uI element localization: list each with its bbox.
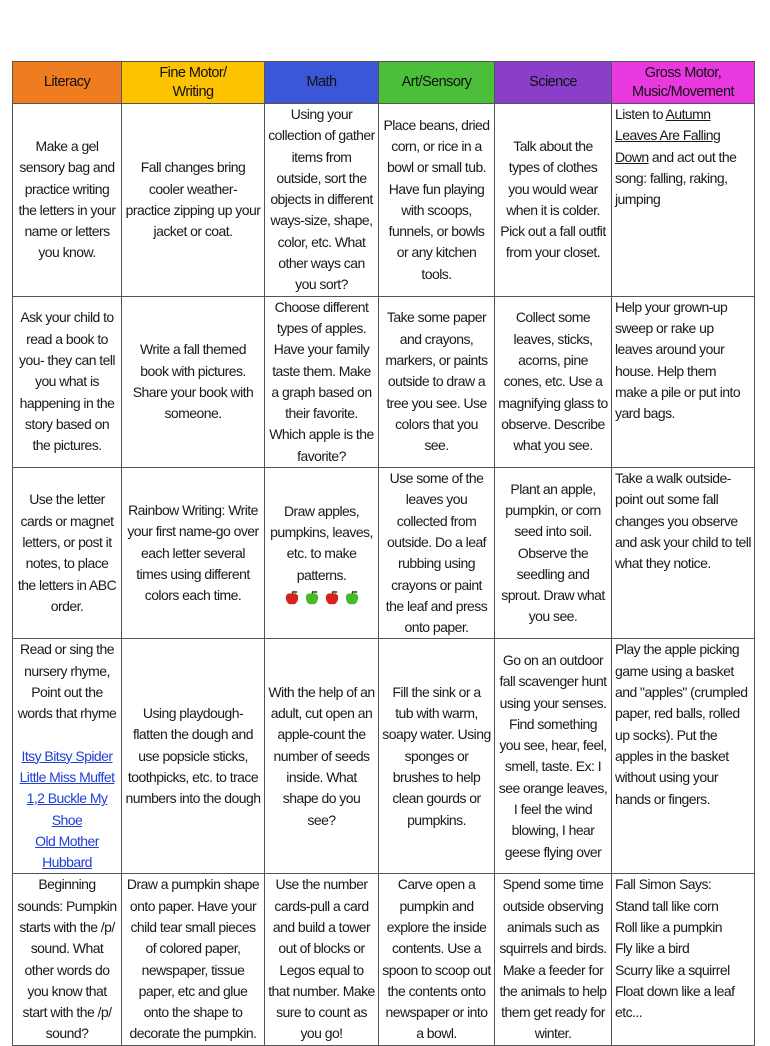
header-math: Math <box>265 62 379 104</box>
simon-says-line: Roll like a pumpkin <box>615 918 723 935</box>
cell-math: With the help of an adult, cut open an apple-count the number of seeds inside. What shape do you see? <box>265 639 379 874</box>
rhyme-link-itsy-bitsy-spider[interactable]: Itsy Bitsy Spider <box>21 747 113 764</box>
simon-says-line: Fall Simon Says: <box>615 876 712 893</box>
cell-gross-motor: Take a walk outside-point out some fall changes you observe and ask your child to tell what they notice. <box>612 468 755 639</box>
header-art-sensory: Art/Sensory <box>379 62 495 104</box>
cell-fine-motor: Write a fall themed book with pictures. Share your book with someone. <box>122 296 265 467</box>
cell-science: Go on an outdoor fall scavenger hunt using your senses. Find something you see, hear, feel, smell, taste. Ex: I see orange leaves, I feel the wind blowing, I hear geese flying over <box>495 639 612 874</box>
cell-math: Using your collection of gather items from outside, sort the objects in different ways-size, shape, color, etc. What other ways can you sort? <box>265 104 379 297</box>
cell-art: Fill the sink or a tub with warm, soapy water. Using sponges or brushes to help clean gourds or pumpkins. <box>379 639 495 874</box>
nursery-rhyme-text: Read or sing the nursery rhyme, Point out the words that rhyme <box>17 641 117 722</box>
cell-gross-motor: Help your grown-up sweep or rake up leaves around your house. Help them make a pile or put into yard bags. <box>612 296 755 467</box>
table-row <box>13 468 755 639</box>
cell-art: Take some paper and crayons, markers, or paints outside to draw a tree you see. Use colors that you see. <box>379 296 495 467</box>
cell-art: Use some of the leaves you collected from outside. Do a leaf rubbing using crayons or paint the leaf and press onto paper. <box>379 468 495 639</box>
cell-math <box>265 468 379 639</box>
simon-says-line: Fly like a bird <box>615 940 690 957</box>
cell-science: Plant an apple, pumpkin, or corn seed into soil. Observe the seedling and sprout. Draw what you see. <box>495 468 612 639</box>
cell-gross-motor <box>612 104 755 297</box>
gross-text-post: and act out the song: falling, raking, jumping <box>615 148 737 208</box>
cell-science: Talk about the types of clothes you would wear when it is colder. Pick out a fall outfit from your closet. <box>495 104 612 297</box>
math-pattern-text: Draw apples, pumpkins, leaves, etc. to make patterns. <box>270 502 373 583</box>
simon-says-line: Float down like a leaf <box>615 982 735 999</box>
cell-gross-motor <box>612 874 755 1045</box>
table-row <box>13 874 755 1045</box>
cell-fine-motor: Fall changes bring cooler weather- practice zipping up your jacket or coat. <box>122 104 265 297</box>
cell-math: Choose different types of apples. Have your family taste them. Make a graph based on their favorite. Which apple is the favorite? <box>265 296 379 467</box>
table-row <box>13 296 755 467</box>
cell-math: Use the number cards-pull a card and build a tower out of blocks or Legos equal to that number. Make sure to count as you go! <box>265 874 379 1045</box>
autumn-leaves-song-link[interactable]: Autumn Leaves Are Falling Down <box>615 106 721 165</box>
activity-grid <box>12 61 755 1046</box>
header-science: Science <box>495 62 612 104</box>
cell-literacy: Make a gel sensory bag and practice writing the letters in your name or letters you know. <box>13 104 122 297</box>
cell-literacy: Use the letter cards or magnet letters, or post it notes, to place the letters in ABC order. <box>13 468 122 639</box>
cell-fine-motor: Rainbow Writing: Write your first name-go over each letter several times using different colors each time. <box>122 468 265 639</box>
simon-says-line: Scurry like a squirrel <box>615 961 730 978</box>
header-fine-motor: Fine Motor/ Writing <box>122 62 265 104</box>
apple-icon <box>325 590 339 606</box>
rhyme-link-old-mother-hubbard[interactable]: Old Mother Hubbard <box>35 832 99 871</box>
rhyme-link-little-miss-muffet[interactable]: Little Miss Muffet <box>19 768 115 785</box>
cell-literacy <box>13 639 122 874</box>
cell-gross-motor: Play the apple picking game using a basket and "apples" (crumpled paper, red balls, rolled up socks). Put the apples in the basket without using your hands or fingers. <box>612 639 755 874</box>
rhyme-link-buckle-my-shoe[interactable]: 1,2 Buckle My Shoe <box>26 790 108 828</box>
table-row <box>13 104 755 297</box>
cell-science: Collect some leaves, sticks, acorns, pine cones, etc. Use a magnifying glass to observe. Describe what you see. <box>495 296 612 467</box>
simon-says-line: etc... <box>615 1004 643 1021</box>
table-row <box>13 639 755 874</box>
apple-pattern <box>268 590 375 606</box>
cell-fine-motor: Draw a pumpkin shape onto paper. Have your child tear small pieces of colored paper, newspaper, tissue paper, etc and glue onto the shape to decorate the pumpkin. <box>122 874 265 1045</box>
header-row <box>13 62 755 104</box>
cell-art: Place beans, dried corn, or rice in a bowl or small tub. Have fun playing with scoops, funnels, or bowls or any kitchen tools. <box>379 104 495 297</box>
apple-icon <box>305 590 319 606</box>
gross-text-pre: Listen to <box>615 106 666 122</box>
cell-literacy: Ask your child to read a book to you- they can tell you what is happening in the story based on the pictures. <box>13 296 122 467</box>
apple-icon <box>285 590 299 606</box>
header-gross-motor: Gross Motor, Music/Movement <box>612 62 755 104</box>
cell-literacy: Beginning sounds: Pumpkin starts with the /p/ sound. What other words do you know that start with the /p/ sound? <box>13 874 122 1045</box>
cell-science: Spend some time outside observing animals such as squirrels and birds. Make a feeder for the animals to help them get ready for winter. <box>495 874 612 1045</box>
cell-fine-motor: Using playdough- flatten the dough and use popsicle sticks, toothpicks, etc. to trace numbers into the dough <box>122 639 265 874</box>
simon-says-line: Stand tall like corn <box>615 897 719 914</box>
cell-art: Carve open a pumpkin and explore the inside contents. Use a spoon to scoop out the contents onto newspaper or into a bowl. <box>379 874 495 1045</box>
header-literacy: Literacy <box>13 62 122 104</box>
apple-icon <box>345 590 359 606</box>
